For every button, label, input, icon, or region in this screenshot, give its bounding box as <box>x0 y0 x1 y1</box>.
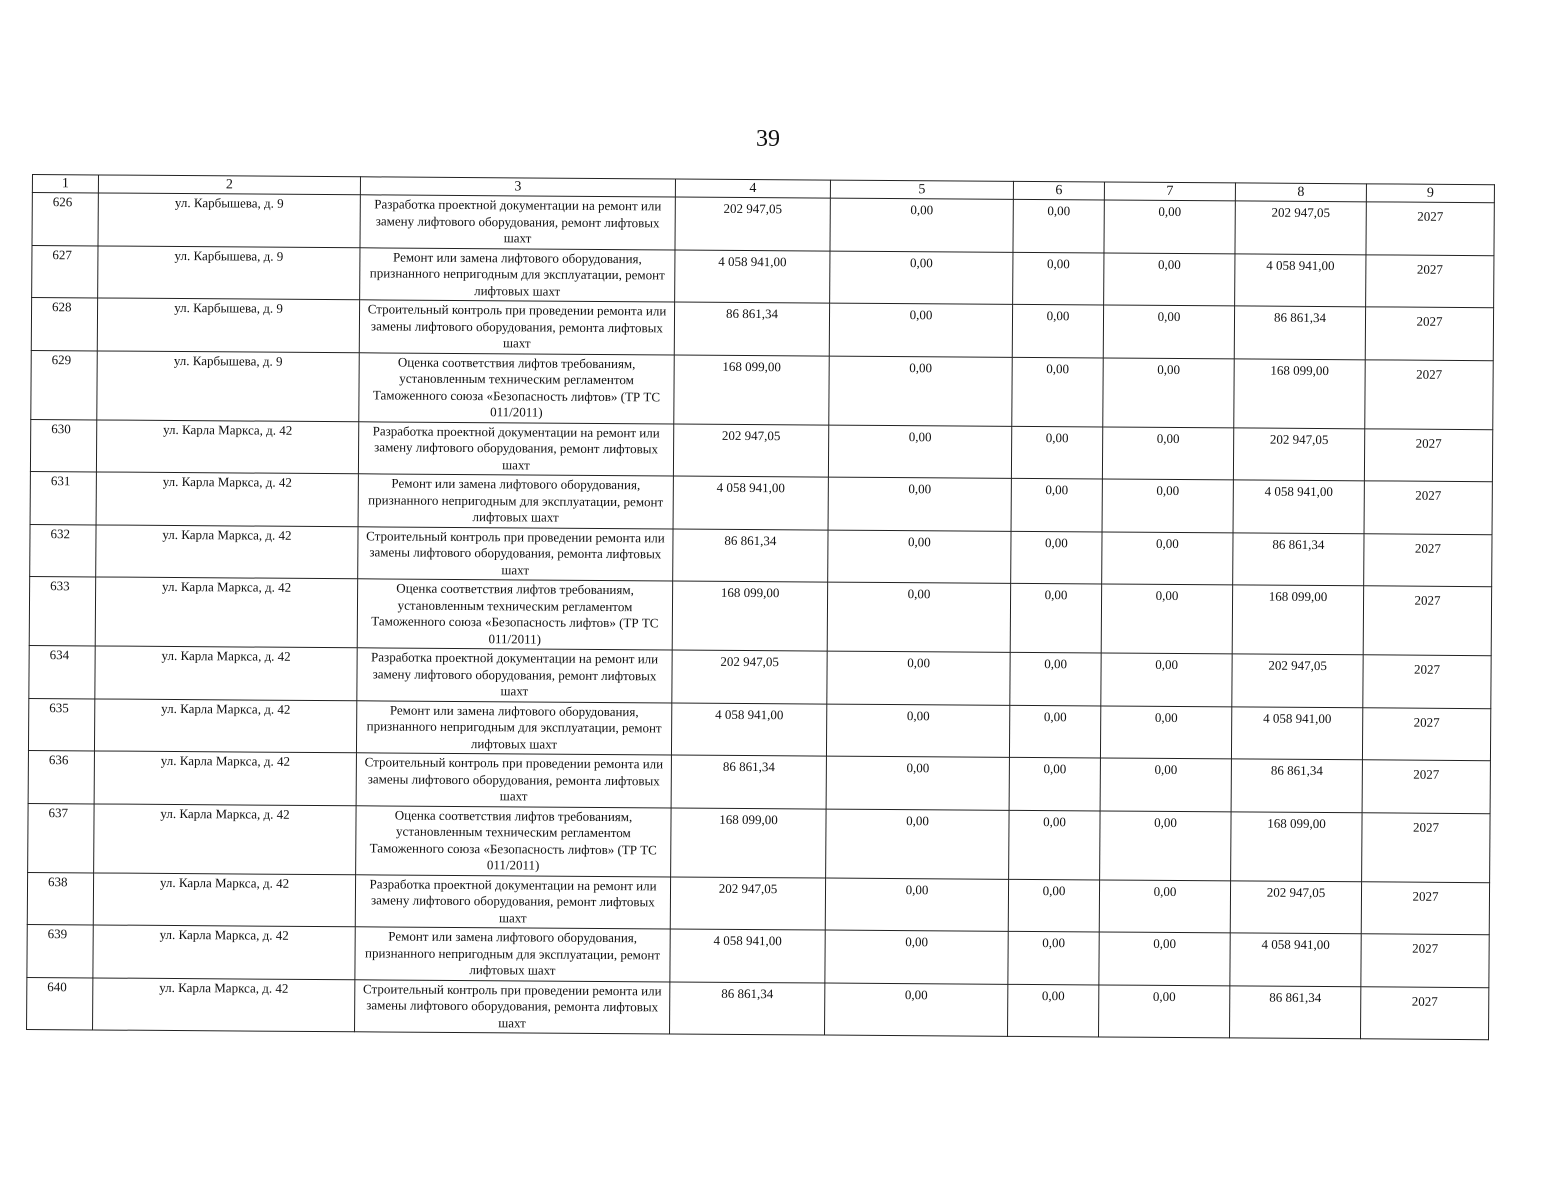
year-cell: 2027 <box>1366 254 1494 307</box>
column-7-cell: 0,00 <box>1101 584 1232 654</box>
address-cell: ул. Карбышева, д. 9 <box>97 350 359 421</box>
work-description-cell: Строительный контроль при проведении ремонта или замены лифтового оборудования, ремонта лифтовых шахт <box>356 753 671 808</box>
repair-schedule-table <box>26 174 1495 1040</box>
row-number-cell: 634 <box>29 645 95 698</box>
column-6-cell: 0,00 <box>1011 531 1102 584</box>
column-6-cell: 0,00 <box>1009 705 1100 758</box>
table-row <box>29 576 1491 655</box>
column-7-cell: 0,00 <box>1104 252 1235 305</box>
work-description-cell: Оценка соответствия лифтов требованиям, установленным техническим регламентом Таможенного союза «Безопасность лифтов» (ТР ТС 011/2011) <box>359 352 674 423</box>
year-cell: 2027 <box>1362 812 1490 882</box>
column-5-cell: 0,00 <box>826 756 1009 810</box>
total-cost-cell: 4 058 941,00 <box>675 249 830 303</box>
year-cell: 2027 <box>1361 881 1489 934</box>
column-7-cell: 0,00 <box>1102 479 1233 532</box>
column-6-cell: 0,00 <box>1012 357 1103 427</box>
row-number-cell: 635 <box>28 698 94 751</box>
total-cost-cell: 86 861,34 <box>670 981 825 1035</box>
column-8-cell: 202 947,05 <box>1232 654 1363 707</box>
row-number-cell: 638 <box>27 872 93 925</box>
column-5-cell: 0,00 <box>825 878 1008 932</box>
column-header: 6 <box>1013 181 1104 200</box>
column-6-cell: 0,00 <box>1008 931 1099 984</box>
document-table-container <box>26 174 1494 1040</box>
column-6-cell: 0,00 <box>1008 879 1099 932</box>
column-7-cell: 0,00 <box>1100 705 1231 758</box>
work-description-cell: Ремонт или замена лифтового оборудования, признанного непригодным для эксплуатации, ремонт лифтовых шахт <box>355 927 670 982</box>
work-description-cell: Строительный контроль при проведении ремонта или замены лифтового оборудования, ремонта лифтовых шахт <box>358 526 673 581</box>
year-cell: 2027 <box>1360 986 1488 1039</box>
column-7-cell: 0,00 <box>1101 653 1232 706</box>
column-8-cell: 168 099,00 <box>1231 811 1362 881</box>
year-cell: 2027 <box>1365 307 1493 360</box>
address-cell: ул. Карла Маркса, д. 42 <box>96 472 358 526</box>
total-cost-cell: 86 861,34 <box>674 302 829 356</box>
column-6-cell: 0,00 <box>1013 199 1104 252</box>
column-6-cell: 0,00 <box>1012 304 1103 357</box>
total-cost-cell: 86 861,34 <box>673 528 828 582</box>
work-description-cell: Ремонт или замена лифтового оборудования, признанного непригодным для эксплуатации, ремонт лифтовых шахт <box>356 700 671 755</box>
column-5-cell: 0,00 <box>828 425 1011 479</box>
work-description-cell: Строительный контроль при проведении ремонта или замены лифтового оборудования, ремонта лифтовых шахт <box>359 300 674 355</box>
year-cell: 2027 <box>1363 586 1491 656</box>
address-cell: ул. Карла Маркса, д. 42 <box>93 925 355 979</box>
row-number-cell: 637 <box>28 803 94 872</box>
total-cost-cell: 86 861,34 <box>671 755 826 809</box>
address-cell: ул. Карла Маркса, д. 42 <box>93 872 355 926</box>
row-number-cell: 629 <box>31 350 97 419</box>
address-cell: ул. Карла Маркса, д. 42 <box>94 803 356 874</box>
row-number-cell: 628 <box>31 298 97 351</box>
address-cell: ул. Карла Маркса, д. 42 <box>95 577 357 648</box>
column-5-cell: 0,00 <box>828 530 1011 584</box>
column-5-cell: 0,00 <box>826 704 1009 758</box>
total-cost-cell: 4 058 941,00 <box>671 702 826 756</box>
column-8-cell: 86 861,34 <box>1234 306 1365 359</box>
column-6-cell: 0,00 <box>1011 478 1102 531</box>
column-8-cell: 202 947,05 <box>1233 427 1364 480</box>
column-6-cell: 0,00 <box>1013 252 1104 305</box>
work-description-cell: Оценка соответствия лифтов требованиям, установленным техническим регламентом Таможенного союза «Безопасность лифтов» (ТР ТС 011/2011) <box>356 805 671 876</box>
table-row <box>28 803 1490 882</box>
total-cost-cell: 4 058 941,00 <box>670 929 825 983</box>
column-6-cell: 0,00 <box>1009 757 1100 810</box>
work-description-cell: Разработка проектной документации на ремонт или замену лифтового оборудования, ремонт лифтовых шахт <box>357 648 672 703</box>
work-description-cell: Разработка проектной документации на ремонт или замену лифтового оборудования, ремонт лифтовых шахт <box>355 874 670 929</box>
work-description-cell: Ремонт или замена лифтового оборудования, признанного непригодным для эксплуатации, ремонт лифтовых шахт <box>358 474 673 529</box>
work-description-cell: Оценка соответствия лифтов требованиям, установленным техническим регламентом Таможенного союза «Безопасность лифтов» (ТР ТС 011/2011) <box>357 579 672 650</box>
work-description-cell: Ремонт или замена лифтового оборудования, признанного непригодным для эксплуатации, ремонт лифтовых шахт <box>360 247 675 302</box>
row-number-cell: 633 <box>29 576 95 645</box>
column-5-cell: 0,00 <box>827 651 1010 705</box>
column-5-cell: 0,00 <box>826 809 1009 879</box>
row-number-cell: 631 <box>30 471 96 524</box>
row-number-cell: 636 <box>28 750 94 803</box>
year-cell: 2027 <box>1362 707 1490 760</box>
column-header: 1 <box>32 175 98 193</box>
year-cell: 2027 <box>1362 760 1490 813</box>
total-cost-cell: 168 099,00 <box>674 354 829 424</box>
column-header: 5 <box>830 180 1013 199</box>
column-5-cell: 0,00 <box>828 477 1011 531</box>
column-5-cell: 0,00 <box>830 198 1013 252</box>
column-7-cell: 0,00 <box>1099 984 1230 1037</box>
column-8-cell: 4 058 941,00 <box>1230 933 1361 986</box>
total-cost-cell: 202 947,05 <box>675 197 830 251</box>
work-description-cell: Строительный контроль при проведении ремонта или замены лифтового оборудования, ремонта лифтовых шахт <box>355 979 670 1034</box>
column-8-cell: 4 058 941,00 <box>1231 706 1362 759</box>
address-cell: ул. Карбышева, д. 9 <box>98 193 360 247</box>
work-description-cell: Разработка проектной документации на ремонт или замену лифтового оборудования, ремонт лифтовых шахт <box>360 195 675 250</box>
table-row <box>31 350 1493 429</box>
total-cost-cell: 4 058 941,00 <box>673 476 828 530</box>
column-header: 3 <box>360 177 675 197</box>
row-number-cell: 639 <box>27 924 93 977</box>
year-cell: 2027 <box>1364 481 1492 534</box>
row-number-cell: 630 <box>30 419 96 472</box>
total-cost-cell: 202 947,05 <box>670 876 825 930</box>
column-7-cell: 0,00 <box>1103 357 1234 427</box>
column-6-cell: 0,00 <box>1008 984 1099 1037</box>
column-7-cell: 0,00 <box>1099 879 1230 932</box>
column-8-cell: 86 861,34 <box>1231 759 1362 812</box>
column-8-cell: 202 947,05 <box>1230 880 1361 933</box>
address-cell: ул. Карла Маркса, д. 42 <box>94 698 356 752</box>
column-5-cell: 0,00 <box>829 356 1012 426</box>
column-header: 8 <box>1235 183 1366 202</box>
column-7-cell: 0,00 <box>1103 305 1234 358</box>
address-cell: ул. Карла Маркса, д. 42 <box>96 419 358 473</box>
column-5-cell: 0,00 <box>825 983 1008 1037</box>
total-cost-cell: 168 099,00 <box>671 807 826 877</box>
table-row <box>27 977 1489 1040</box>
row-number-cell: 626 <box>32 193 98 246</box>
column-8-cell: 86 861,34 <box>1233 532 1364 585</box>
address-cell: ул. Карла Маркса, д. 42 <box>94 751 356 805</box>
address-cell: ул. Карла Маркса, д. 42 <box>93 977 355 1031</box>
column-header: 9 <box>1366 184 1494 203</box>
column-7-cell: 0,00 <box>1104 200 1235 253</box>
column-8-cell: 168 099,00 <box>1234 358 1365 428</box>
column-header: 2 <box>98 175 360 195</box>
address-cell: ул. Карла Маркса, д. 42 <box>95 646 357 700</box>
column-header: 7 <box>1104 182 1235 201</box>
column-5-cell: 0,00 <box>827 582 1010 652</box>
column-8-cell: 86 861,34 <box>1229 985 1360 1038</box>
column-8-cell: 4 058 941,00 <box>1235 253 1366 306</box>
table-body <box>27 193 1495 1040</box>
total-cost-cell: 202 947,05 <box>672 650 827 704</box>
column-7-cell: 0,00 <box>1099 932 1230 985</box>
year-cell: 2027 <box>1363 655 1491 708</box>
column-7-cell: 0,00 <box>1102 426 1233 479</box>
column-5-cell: 0,00 <box>825 930 1008 984</box>
total-cost-cell: 202 947,05 <box>673 423 828 477</box>
column-6-cell: 0,00 <box>1009 810 1100 880</box>
year-cell: 2027 <box>1365 359 1493 429</box>
column-7-cell: 0,00 <box>1100 758 1231 811</box>
year-cell: 2027 <box>1364 428 1492 481</box>
address-cell: ул. Карла Маркса, д. 42 <box>96 524 358 578</box>
column-header: 4 <box>675 179 830 198</box>
address-cell: ул. Карбышева, д. 9 <box>97 298 359 352</box>
year-cell: 2027 <box>1364 533 1492 586</box>
column-5-cell: 0,00 <box>830 251 1013 305</box>
address-cell: ул. Карбышева, д. 9 <box>98 245 360 299</box>
column-5-cell: 0,00 <box>829 303 1012 357</box>
column-7-cell: 0,00 <box>1100 810 1231 880</box>
total-cost-cell: 168 099,00 <box>672 581 827 651</box>
work-description-cell: Разработка проектной документации на ремонт или замену лифтового оборудования, ремонт лифтовых шахт <box>358 421 673 476</box>
column-6-cell: 0,00 <box>1010 583 1101 653</box>
row-number-cell: 632 <box>30 524 96 577</box>
year-cell: 2027 <box>1366 202 1494 255</box>
row-number-cell: 627 <box>32 245 98 298</box>
page-number: 39 <box>756 126 780 152</box>
column-8-cell: 202 947,05 <box>1235 201 1366 254</box>
column-8-cell: 4 058 941,00 <box>1233 480 1364 533</box>
column-8-cell: 168 099,00 <box>1232 585 1363 655</box>
column-6-cell: 0,00 <box>1010 652 1101 705</box>
column-6-cell: 0,00 <box>1011 426 1102 479</box>
year-cell: 2027 <box>1361 934 1489 987</box>
row-number-cell: 640 <box>27 977 93 1030</box>
column-7-cell: 0,00 <box>1102 531 1233 584</box>
